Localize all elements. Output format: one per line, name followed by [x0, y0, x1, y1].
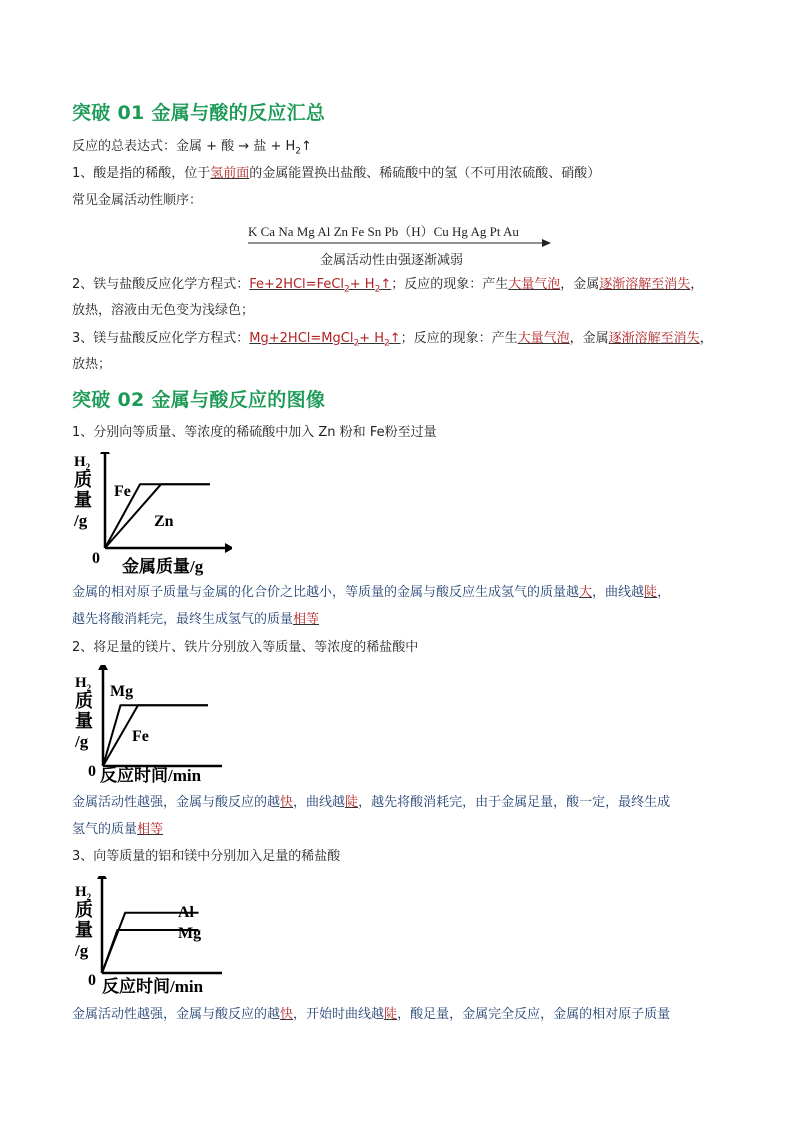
- case3-text1-b: 快: [280, 1007, 294, 1022]
- section1-title: 突破 01 金属与酸的反应汇总: [72, 102, 326, 124]
- y-axis-arrow: [98, 665, 108, 670]
- y-axis-label-part: $H_2$: [75, 675, 92, 693]
- point3-d: ，金属: [569, 331, 609, 346]
- point3-f: ，: [699, 331, 713, 346]
- series-label-mg: Mg: [178, 925, 202, 942]
- point2-d: ，金属: [560, 277, 600, 292]
- section2-title: 突破 02 金属与酸反应的图像: [72, 389, 326, 411]
- x-axis-label: 反应时间/min: [102, 977, 204, 996]
- activity-series: K Ca Na Mg Al Zn Fe Sn Pb（H）Cu Hg Ag Pt Au: [248, 224, 519, 239]
- y-axis-label-part: 质: [74, 470, 92, 490]
- point3-line2: 放热；: [72, 357, 112, 372]
- case2-text1-d: 陡: [345, 795, 359, 810]
- x-axis-label: 反应时间/min: [100, 766, 202, 785]
- point2-f: ，: [690, 277, 704, 292]
- y-axis-label-part: 量: [75, 920, 93, 940]
- series-line-al: [102, 913, 202, 973]
- point2: [72, 277, 703, 298]
- case1-text2-b: 相等: [293, 612, 320, 627]
- series-label-zn: Zn: [154, 513, 174, 530]
- general-formula-text: 反应的总表达式：金属 + 酸 → 盐 + H: [72, 139, 296, 154]
- origin-label: 0: [88, 763, 96, 780]
- y-axis-label-part: /g: [74, 511, 88, 530]
- series-label-al: Al: [178, 904, 194, 921]
- series-label-mg: Mg: [110, 683, 134, 700]
- point1: [72, 166, 600, 182]
- y-axis-label-part: $H_2$: [75, 884, 92, 902]
- y-axis-label-part: 质: [75, 900, 93, 920]
- point1-b: 氢前面: [210, 166, 250, 181]
- point1-a: 1、酸是指的稀酸，位于: [72, 166, 211, 181]
- point2-line2: 放热，溶液由无色变为浅绿色；: [72, 303, 255, 318]
- origin-label: 0: [92, 550, 100, 567]
- case1-text1-d: 陡: [644, 585, 658, 600]
- series-label-fe: Fe: [114, 483, 131, 500]
- point3-a: 3、镁与盐酸反应化学方程式：: [72, 331, 250, 346]
- case2-text2-b: 相等: [137, 822, 164, 837]
- point2-c: 大量气泡: [508, 277, 561, 292]
- point3: [72, 331, 713, 352]
- case2-text2: 氢气的质量相等: [72, 822, 164, 837]
- point3-b: ；反应的现象：产生: [400, 331, 518, 346]
- general-formula-sub: 2: [295, 146, 301, 157]
- activity-label: 常见金属活动性顺序：: [72, 193, 203, 208]
- case3-text1-d: 陡: [384, 1007, 398, 1022]
- y-axis-label-part: /g: [75, 941, 89, 960]
- case1-text1: 金属的相对原子质量与金属的化合价之比越小，等质量的金属与酸反应生成氢气的质量越大，曲线越陡，: [72, 585, 671, 600]
- y-axis-label-part: 质: [75, 691, 93, 711]
- y-axis-arrow: [97, 876, 107, 879]
- origin-label: 0: [88, 972, 96, 989]
- case1-text1-b: 大: [579, 585, 593, 600]
- x-axis-arrow: [225, 543, 232, 553]
- y-axis-arrow: [100, 452, 110, 454]
- case1-title: 1、分别向等质量、等浓度的稀硫酸中加入 Zn 粉和 Fe粉至过量: [72, 425, 437, 440]
- general-formula: [72, 139, 312, 160]
- y-axis-label-part: /g: [75, 732, 89, 751]
- case2-title: 2、将足量的镁片、铁片分别放入等质量、等浓度的稀盐酸中: [72, 640, 419, 655]
- point1-c: 的金属能置换出盐酸、稀硫酸中的氢（不可用浓硫酸、硝酸）: [249, 166, 601, 181]
- point3-c: 大量气泡: [517, 331, 570, 346]
- y-axis-label-part: $H_2$: [74, 454, 91, 472]
- case2-text1: 金属活动性越强，金属与酸反应的越快，曲线越陡，越先将酸消耗完，由于金属足量，酸一定，最终生成: [72, 795, 671, 810]
- point2-e: 逐渐溶解至消失: [599, 277, 691, 292]
- case3-title: 3、向等质量的铝和镁中分别加入足量的稀盐酸: [72, 849, 341, 864]
- series-label-fe: Fe: [132, 728, 149, 745]
- y-axis-label-part: 量: [74, 490, 92, 510]
- activity-arrow: [246, 238, 552, 248]
- case3-text1: 金属活动性越强，金属与酸反应的越快，开始时曲线越陡，酸足量，金属完全反应，金属的相对原子质量: [72, 1007, 671, 1022]
- point3-equation: Mg+2HCl=MgCl$_2$+ $H_2↑$: [249, 331, 401, 349]
- chart-al-mg: [72, 876, 222, 1000]
- y-axis-label-part: 量: [75, 711, 93, 731]
- chart-mg-fe: [72, 665, 222, 788]
- point2-equation: Fe+2HCl=FeCl$_2$+ $H_2↑$: [249, 277, 392, 295]
- case1-text2: 越先将酸消耗完，最终生成氢气的质量相等: [72, 612, 320, 627]
- case2-text1-b: 快: [280, 795, 294, 810]
- series-line-mg: [103, 705, 208, 766]
- x-axis-label: 金属质量/g: [122, 557, 204, 576]
- point2-a: 2、铁与盐酸反应化学方程式：: [72, 277, 250, 292]
- activity-caption: 金属活动性由强逐渐减弱: [320, 253, 464, 268]
- point3-e: 逐渐溶解至消失: [608, 331, 700, 346]
- general-formula-arrow: ↑: [300, 139, 312, 154]
- point2-b: ；反应的现象：产生: [391, 277, 509, 292]
- chart-zn-fe: [72, 452, 232, 580]
